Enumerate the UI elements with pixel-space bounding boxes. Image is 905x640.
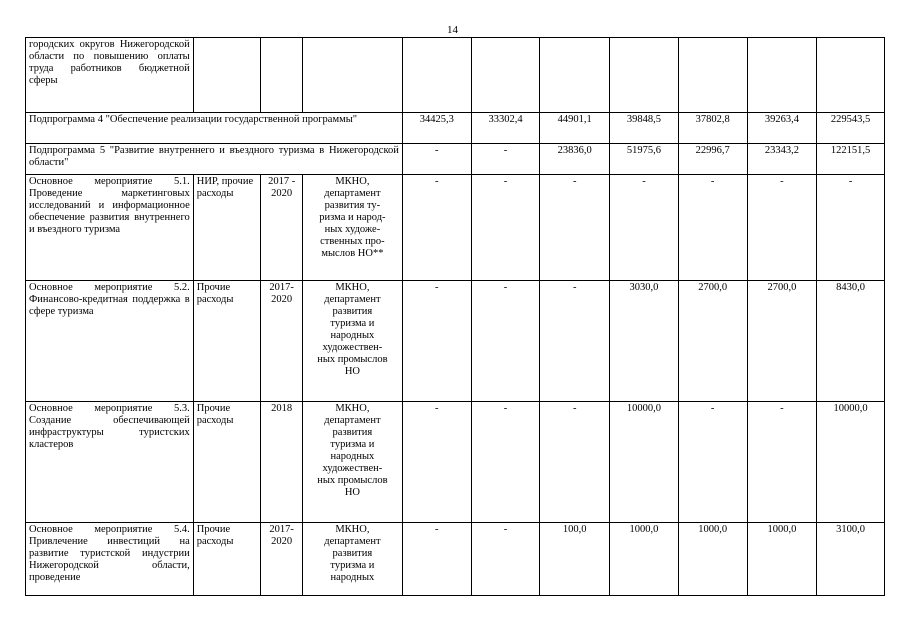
table-row [26,113,885,144]
value-cell-1: - [402,144,471,175]
value-cell-5: 37802,8 [678,113,747,144]
value-cell-6 [747,38,817,113]
value-cell-1: - [402,402,471,523]
period-cell: 2017- 2020 [261,523,302,596]
value-cell-7: - [817,175,885,281]
table-row [26,38,885,113]
value-cell-4 [610,38,679,113]
value-cell-2: - [471,144,540,175]
period-cell: 2017- 2020 [261,281,302,402]
value-cell-3: - [540,281,610,402]
expense-type-cell: НИР, прочие расходы [193,175,261,281]
expense-type-cell: Прочие расходы [193,523,261,596]
value-cell-4: 3030,0 [610,281,679,402]
executor-cell: МКНО, департамент развития туризма и народных [302,523,402,596]
program-funding-table [25,37,885,596]
value-cell-7: 229543,5 [817,113,885,144]
value-cell-7: 3100,0 [817,523,885,596]
value-cell-6: 23343,2 [747,144,817,175]
value-cell-1: 34425,3 [402,113,471,144]
value-cell-5: 22996,7 [678,144,747,175]
value-cell-7: 10000,0 [817,402,885,523]
expense-type-cell [193,38,261,113]
value-cell-5 [678,38,747,113]
table-row [26,402,885,523]
value-cell-7: 122151,5 [817,144,885,175]
value-cell-6: 39263,4 [747,113,817,144]
value-cell-3: - [540,402,610,523]
value-cell-6: - [747,175,817,281]
executor-cell: МКНО, департамент развития туризма и народных художествен- ных промыслов НО [302,402,402,523]
value-cell-1: - [402,523,471,596]
value-cell-2: - [471,281,540,402]
value-cell-7 [817,38,885,113]
value-cell-3: 100,0 [540,523,610,596]
value-cell-4: 39848,5 [610,113,679,144]
value-cell-2 [471,38,540,113]
value-cell-6: - [747,402,817,523]
table-row [26,144,885,175]
value-cell-3: 44901,1 [540,113,610,144]
executor-cell: МКНО, департамент развития ту- ризма и народ- ных художе- ственных про- мыслов НО** [302,175,402,281]
value-cell-5: - [678,402,747,523]
value-cell-1 [402,38,471,113]
value-cell-4: 1000,0 [610,523,679,596]
value-cell-2: - [471,523,540,596]
expense-type-cell: Прочие расходы [193,281,261,402]
subprogram-name-cell: Подпрограмма 5 "Развитие внутреннего и въездного туризма в Нижегородской области" [26,144,403,175]
value-cell-5: 1000,0 [678,523,747,596]
executor-cell [302,38,402,113]
value-cell-2: - [471,402,540,523]
value-cell-1: - [402,175,471,281]
value-cell-5: - [678,175,747,281]
table-row [26,523,885,596]
value-cell-2: 33302,4 [471,113,540,144]
measure-name-cell: Основное мероприятие 5.3. Создание обеспечивающей инфраструктуры туристских кластеров [26,402,194,523]
value-cell-1: - [402,281,471,402]
value-cell-3: 23836,0 [540,144,610,175]
value-cell-3 [540,38,610,113]
measure-name-cell: городских округов Нижегородской области по повышению оплаты труда работников бюджетной сферы [26,38,194,113]
value-cell-7: 8430,0 [817,281,885,402]
period-cell [261,38,302,113]
subprogram-name-cell: Подпрограмма 4 "Обеспечение реализации государственной программы" [26,113,403,144]
executor-cell: МКНО, департамент развития туризма и народных художествен- ных промыслов НО [302,281,402,402]
value-cell-2: - [471,175,540,281]
value-cell-3: - [540,175,610,281]
period-cell: 2018 [261,402,302,523]
page-number: 14 [447,24,458,36]
value-cell-4: 51975,6 [610,144,679,175]
value-cell-6: 1000,0 [747,523,817,596]
value-cell-4: - [610,175,679,281]
value-cell-4: 10000,0 [610,402,679,523]
period-cell: 2017 - 2020 [261,175,302,281]
value-cell-6: 2700,0 [747,281,817,402]
value-cell-5: 2700,0 [678,281,747,402]
table-row [26,281,885,402]
measure-name-cell: Основное мероприятие 5.1. Проведение маркетинговых исследований и информационное обеспечение развития внутреннего и въездного туризма [26,175,194,281]
expense-type-cell: Прочие расходы [193,402,261,523]
measure-name-cell: Основное мероприятие 5.4. Привлечение инвестиций на развитие туристской индустрии Нижегородской области, проведение [26,523,194,596]
table-row [26,175,885,281]
measure-name-cell: Основное мероприятие 5.2. Финансово-кредитная поддержка в сфере туризма [26,281,194,402]
